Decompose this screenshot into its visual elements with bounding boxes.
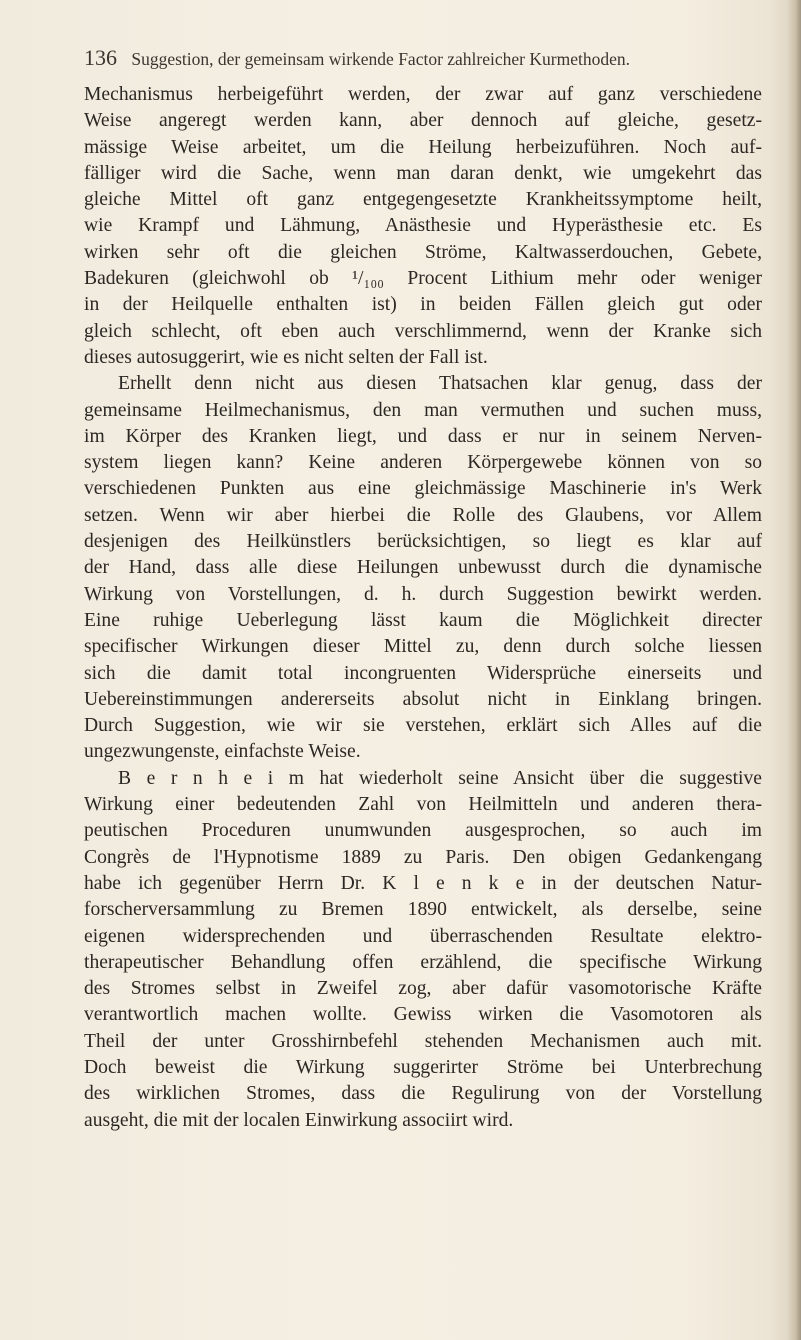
text-line: ausgeht, die mit der localen Einwirkung associirt wird. (84, 1109, 514, 1131)
text-line: gleiche Mittel oft ganz entgegengesetzte Krankheitssymptome heilt, (84, 189, 762, 211)
text-line: des wirklichen Stromes, dass die Regulirung von der Vorstellung (84, 1083, 762, 1105)
page-edge-shadow (787, 0, 801, 1340)
text-line: im Körper des Kranken liegt, und dass er nur in seinem Nerven- (84, 425, 762, 447)
text-line: Theil der unter Grosshirnbefehl stehenden Mechanismen auch mit. (84, 1030, 762, 1052)
paragraph-first-line: B e r n h e i m hat wiederholt seine Ansicht über die suggestive (118, 767, 762, 789)
text-line: wirken sehr oft die gleichen Ströme, Kaltwasserdouchen, Gebete, (84, 241, 762, 263)
text-line: Badekuren (gleichwohl ob ¹/₁₀₀ Procent Lithium mehr oder weniger (84, 268, 762, 290)
text-line: Wirkung einer bedeutenden Zahl von Heilmitteln und anderen thera- (84, 794, 762, 816)
body-text (84, 82, 762, 1134)
text-line: in der Heilquelle enthalten ist) in beiden Fällen gleich gut oder (84, 294, 762, 316)
text-line: gemeinsame Heilmechanismus, den man vermuthen und suchen muss, (84, 399, 762, 421)
text-line: peutischen Proceduren unumwunden ausgesprochen, so auch im (84, 820, 762, 842)
text-line: Uebereinstimmungen andererseits absolut nicht in Einklang bringen. (84, 688, 762, 710)
text-line: der Hand, dass alle diese Heilungen unbewusst durch die dynamische (84, 557, 762, 579)
text-line: habe ich gegenüber Herrn Dr. K l e n k e in der deutschen Natur- (84, 872, 762, 894)
text-line: mässige Weise arbeitet, um die Heilung herbeizuführen. Noch auf- (84, 136, 762, 158)
text-line: therapeutischer Behandlung offen erzählend, die specifische Wirkung (84, 951, 762, 973)
text-line: verschiedenen Punkten aus eine gleichmässige Maschinerie in's Werk (84, 478, 762, 500)
text-line: ungezwungenste, einfachste Weise. (84, 741, 361, 763)
text-line: eigenen widersprechenden und überraschenden Resultate elektro- (84, 925, 762, 947)
text-line: wie Krampf und Lähmung, Anästhesie und Hyperästhesie etc. Es (84, 215, 762, 237)
running-title: Suggestion, der gemeinsam wirkende Factor zahlreicher Kurmethoden. (131, 49, 630, 69)
text-line: Eine ruhige Ueberlegung lässt kaum die Möglichkeit directer (84, 609, 762, 631)
text-line: Mechanismus herbeigeführt werden, der zwar auf ganz verschiedene (84, 84, 762, 105)
paragraph-first-line: Erhellt denn nicht aus diesen Thatsachen klar genug, dass der (118, 373, 762, 395)
text-line: desjenigen des Heilkünstlers berücksichtigen, so liegt es klar auf (84, 531, 762, 553)
text-line: fälliger wird die Sache, wenn man daran denkt, wie umgekehrt das (84, 162, 762, 184)
text-line: setzen. Wenn wir aber hierbei die Rolle des Glaubens, vor Allem (84, 504, 762, 526)
text-line: Durch Suggestion, wie wir sie verstehen, erklärt sich Alles auf die (84, 715, 762, 737)
text-line: verantwortlich machen wollte. Gewiss wirken die Vasomotoren als (84, 1004, 762, 1026)
text-line: Wirkung von Vorstellungen, d. h. durch Suggestion bewirkt werden. (84, 583, 762, 605)
text-line: specifischer Wirkungen dieser Mittel zu, denn durch solche liessen (84, 636, 762, 658)
text-line: des Stromes selbst in Zweifel zog, aber dafür vasomotorische Kräfte (84, 978, 762, 1000)
text-line: dieses autosuggerirt, wie es nicht selten der Fall ist. (84, 346, 488, 368)
text-line: Weise angeregt werden kann, aber dennoch auf gleiche, gesetz- (84, 110, 762, 132)
text-line: Doch beweist die Wirkung suggerirter Ströme bei Unterbrechung (84, 1056, 762, 1078)
page-number: 136 (84, 45, 117, 70)
text-line: Congrès de l'Hypnotisme 1889 zu Paris. Den obigen Gedankengang (84, 846, 762, 868)
running-header (84, 45, 774, 71)
text-line: system liegen kann? Keine anderen Körpergewebe können von so (84, 452, 762, 474)
text-line: forscherversammlung zu Bremen 1890 entwickelt, als derselbe, seine (84, 899, 762, 921)
text-line: gleich schlecht, oft eben auch verschlimmernd, wenn der Kranke sich (84, 320, 762, 342)
text-line: sich die damit total incongruenten Widersprüche einerseits und (84, 662, 762, 684)
